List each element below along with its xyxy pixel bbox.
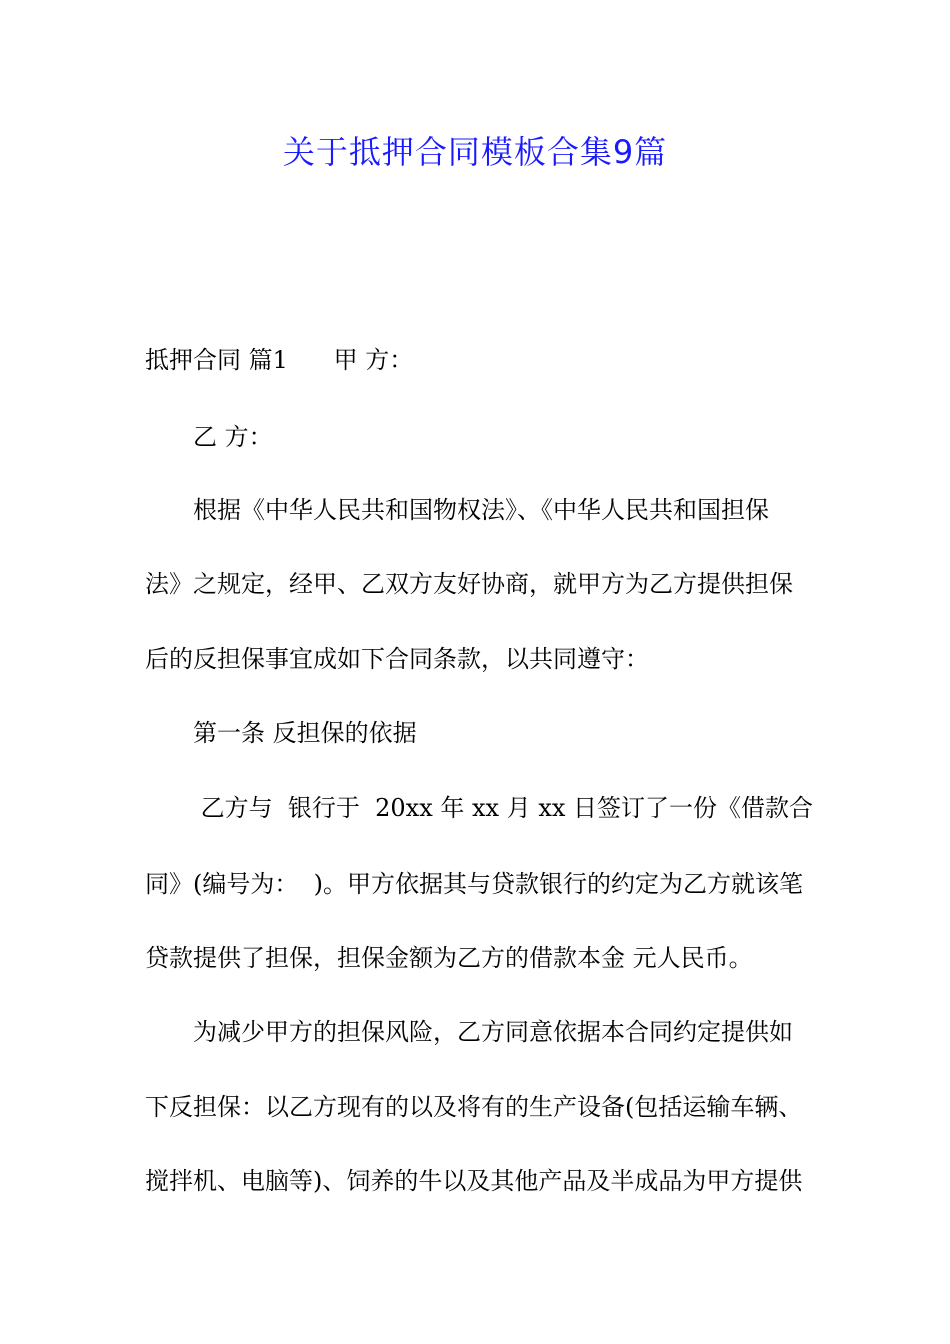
paragraph-line: 同》(编号为： )。甲方依据其与贷款银行的约定为乙方就该笔 [145,870,803,898]
paragraph-line: 搅拌机、电脑等)、饲养的牛以及其他产品及半成品为甲方提供 [145,1167,803,1195]
paragraph-line: 为减少甲方的担保风险，乙方同意依据本合同约定提供如 [193,1018,793,1046]
article-heading: 第一条 反担保的依据 [193,719,417,747]
paragraph-line: 法》之规定，经甲、乙双方友好协商，就甲方为乙方提供担保 [145,570,793,598]
paragraph-line: 贷款提供了担保，担保金额为乙方的借款本金 元人民币。 [145,944,753,972]
party-b-line: 乙 方： [193,423,273,451]
paragraph-line: 下反担保：以乙方现有的以及将有的生产设备(包括运输车辆、 [145,1093,803,1121]
section-heading-line: 抵押合同 篇1 甲 方： [145,346,414,374]
paragraph-line: 根据《中华人民共和国物权法》、《中华人民共和国担保 [193,496,769,524]
paragraph-line: 后的反担保事宜成如下合同条款，以共同遵守： [145,645,649,673]
paragraph-line: 乙方与 银行于 20xx 年 xx 月 xx 日签订了一份《借款合 [193,794,814,822]
document-title: 关于抵押合同模板合集9篇 [282,133,668,171]
